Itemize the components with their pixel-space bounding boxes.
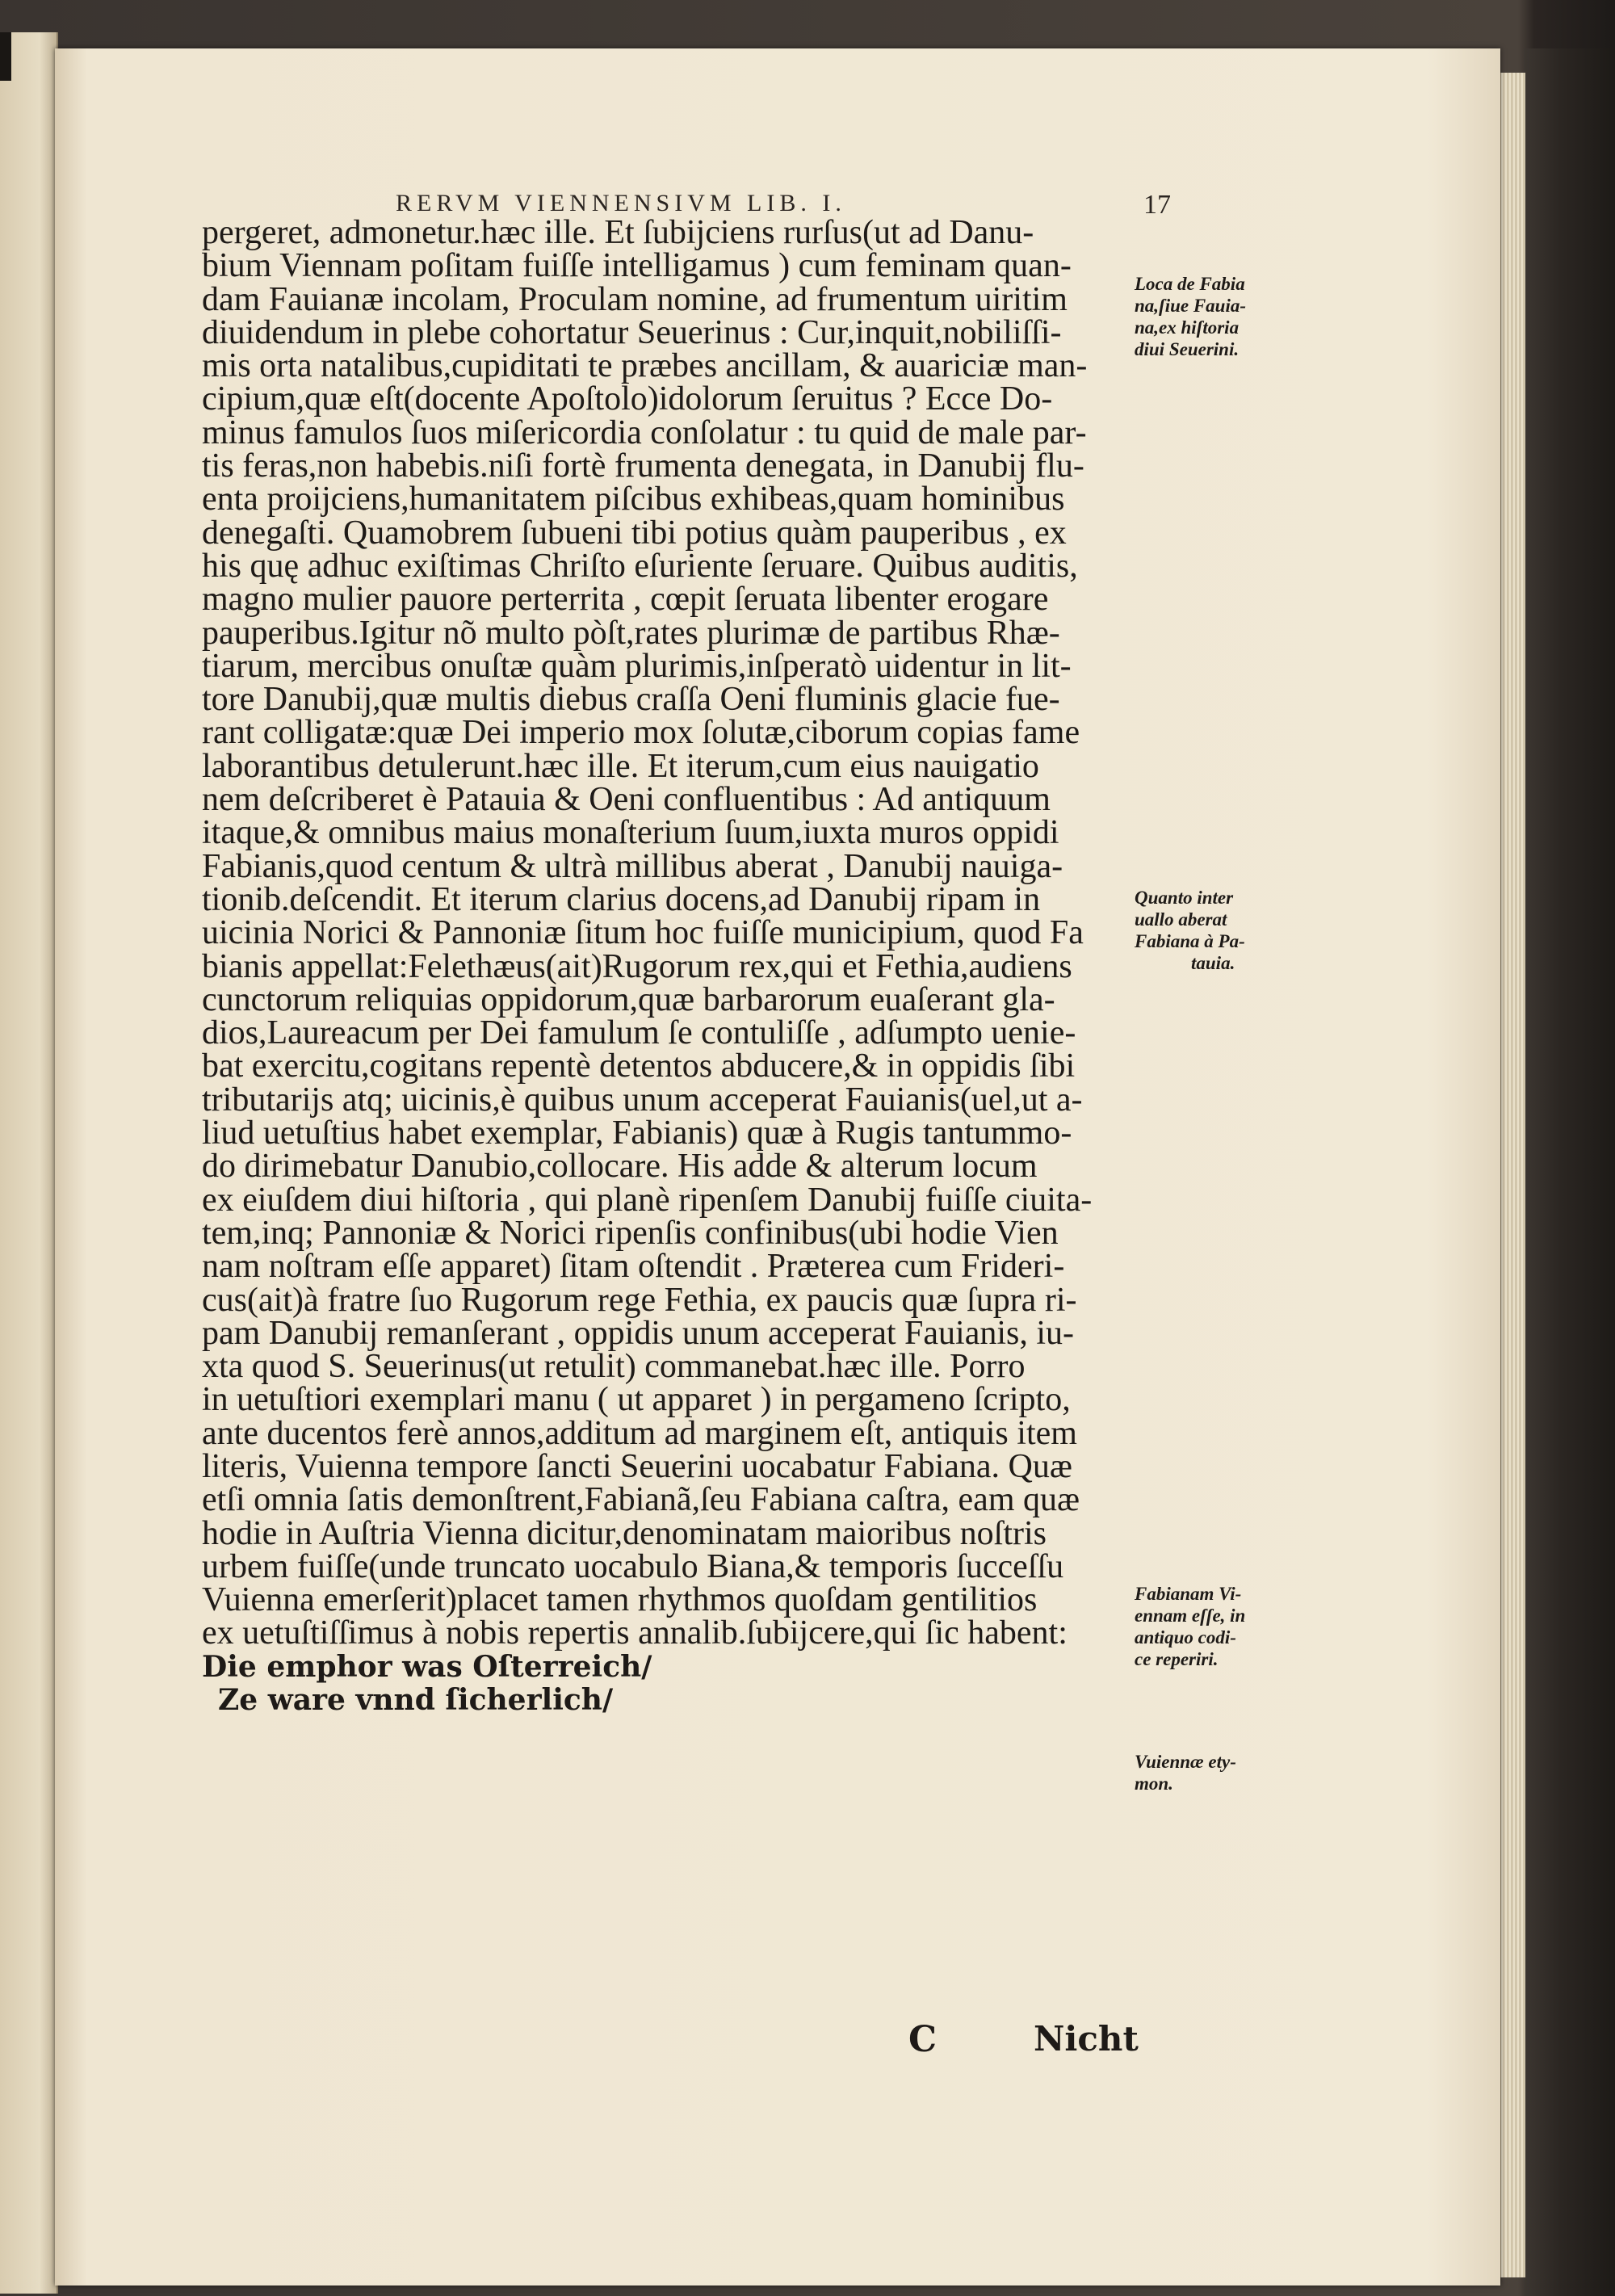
marginal-note — [1135, 1751, 1292, 1794]
text-line: nam noſtram eſſe apparet) ſitam oſtendit . Præterea cum Frideri- — [202, 1248, 1065, 1286]
clip-shadow — [0, 32, 11, 81]
text-line: pauperibus.Igitur nõ multo pòſt,rates plurimæ de partibus Rhæ- — [202, 614, 1060, 652]
marginal-note-line: uallo aberat — [1135, 909, 1227, 930]
text-line: tis feras,non habebis.niſi fortè frumenta denegata, in Danubij flu- — [202, 447, 1084, 485]
marginal-note-line: mon. — [1135, 1773, 1173, 1794]
catchword: Nicht — [1034, 2019, 1139, 2059]
text-line: ex eiuſdem diui hiſtoria , qui planè ripenſem Danubij fuiſſe ciuita- — [202, 1181, 1093, 1219]
text-line: Vuienna emerſerit)placet tamen rhythmos quoſdam gentilitios — [202, 1581, 1038, 1619]
text-line: etſi omnia ſatis demonſtrent,Fabianã,ſeu Fabiana caſtra, eam quæ — [202, 1481, 1080, 1519]
marginal-note-line: tauia. — [1191, 953, 1235, 973]
text-line: cus(ait)à fratre ſuo Rugorum rege Fethia, ex paucis quæ ſupra ri- — [202, 1281, 1077, 1319]
text-line: rant colligatæ:quæ Dei imperio mox ſolutæ,ciborum copias fame — [202, 714, 1080, 752]
text-line: tem,inq; Pannoniæ & Norici ripenſis confinibus(ubi hodie Vien — [202, 1214, 1059, 1252]
marginal-note-line: Fabiana à Pa- — [1135, 931, 1245, 951]
text-line: uicinia Norici & Pannoniæ ſitum hoc fuiſſe municipium, quod Fa — [202, 914, 1084, 952]
blackletter-verse-line: Die emphor was Oſterreich/ — [202, 1649, 652, 1684]
blackletter-verse-line: Ze ware vnnd ſicherlich/ — [218, 1683, 614, 1718]
text-line: diuidendum in plebe cohortatur Seuerinus : Cur,inquit,nobiliſſi- — [202, 313, 1062, 351]
text-line: tionib.deſcendit. Et iterum clarius docens,ad Danubij ripam in — [202, 880, 1041, 918]
page-block-edge — [1500, 73, 1525, 2277]
text-line: cipium,quæ eſt(docente Apoſtolo)idolorum ſeruitus ? Ecce Do- — [202, 380, 1053, 418]
text-line: xta quod S. Seuerinus(ut retulit) commanebat.hæc ille. Porro — [202, 1348, 1026, 1386]
text-line: nem deſcriberet è Patauia & Oeni confluentibus : Ad antiquum — [202, 781, 1051, 819]
text-line: do dirimebatur Danubio,collocare. His adde & alterum locum — [202, 1148, 1038, 1186]
main-text-block — [202, 216, 1122, 1717]
text-line: pergeret, admonetur.hæc ille. Et ſubijciens rurſus(ut ad Danu- — [202, 214, 1034, 251]
text-line: his quę adhuc exiſtimas Chriſto eſuriente ſeruare. Quibus auditis, — [202, 547, 1078, 585]
text-line: urbem fuiſſe(unde truncato uocabulo Biana,& temporis ſucceſſu — [202, 1547, 1064, 1585]
text-line: Fabianis,quod centum & ultrà millibus aberat , Danubij nauiga- — [202, 847, 1063, 885]
text-line: magno mulier pauore perterrita , cœpit ſeruata libenter erogare — [202, 581, 1049, 619]
text-line: tributarijs atq; uicinis,è quibus unum acceperat Fauianis(uel,ut a- — [202, 1081, 1083, 1119]
signature-mark: C — [908, 2019, 938, 2060]
text-line: literis, Vuienna tempore ſancti Seuerini uocabatur Fabiana. Quæ — [202, 1447, 1072, 1485]
text-line: bat exercitu,cogitans repentè detentos abducere,& in oppidis ſibi — [202, 1047, 1076, 1085]
text-line: in uetuſtiori exemplari manu ( ut apparet ) in pergameno ſcripto, — [202, 1381, 1071, 1419]
text-line: dios,Laureacum per Dei famulum ſe contuliſſe , adſumpto uenie- — [202, 1014, 1076, 1052]
marginal-note-line: diui Seuerini. — [1135, 339, 1240, 359]
text-line: bianis appellat:Felethæus(ait)Rugorum rex,qui et Fethia,audiens — [202, 947, 1072, 985]
text-line: ante ducentos ferè annos,additum ad marginem eſt, antiquis item — [202, 1414, 1077, 1452]
marginal-note-line: Fabianam Vi- — [1135, 1584, 1242, 1604]
text-line: dam Fauianæ incolam, Proculam nomine, ad frumentum uiritim — [202, 280, 1068, 318]
marginal-note-line: na,ſiue Fauia- — [1135, 296, 1247, 316]
text-line: bium Viennam poſitam fuiſſe intelligamus ) cum feminam quan- — [202, 247, 1072, 285]
marginal-note-line: Quanto inter — [1135, 888, 1234, 908]
text-line: hodie in Auſtria Vienna dicitur,denominatam maioribus noſtris — [202, 1514, 1047, 1552]
text-line: liud uetuſtius habet exemplar, Fabianis) quæ à Rugis tantummo- — [202, 1114, 1072, 1152]
text-line: laborantibus detulerunt.hæc ille. Et iterum,cum eius nauigatio — [202, 747, 1039, 785]
text-line: cunctorum reliquias oppidorum,quæ barbarorum euaſerant gla- — [202, 980, 1055, 1018]
running-head-title: RERVM VIENNENSIVM LIB. I. — [396, 190, 846, 216]
page-number: 17 — [1143, 190, 1171, 220]
text-line: mis orta natalibus,cupiditati te præbes ancillam, & auariciæ man- — [202, 347, 1088, 385]
marginal-note-line: Vuiennæ ety- — [1135, 1752, 1236, 1772]
marginal-note — [1135, 887, 1292, 974]
marginal-note — [1135, 1583, 1292, 1670]
book-cover-edge — [1525, 48, 1615, 2296]
text-line: tore Danubij,quæ multis diebus craſſa Oeni fluminis glacie fue- — [202, 681, 1060, 719]
text-line: tiarum, mercibus onuſtæ quàm plurimis,inſperatò uidentur in lit- — [202, 647, 1072, 685]
facing-page-edge — [0, 32, 58, 2294]
marginal-note-line: ce reperiri. — [1135, 1649, 1219, 1669]
text-line: minus famulos ſuos miſericordia conſolatur : tu quid de male par- — [202, 413, 1087, 451]
marginal-note-line: ennam eſſe, in — [1135, 1606, 1246, 1626]
marginal-note-line: antiquo codi- — [1135, 1627, 1236, 1647]
marginal-note-line: na,ex hiſtoria — [1135, 317, 1240, 338]
marginal-note-line: Loca de Fabia — [1135, 274, 1245, 294]
text-line: itaque,& omnibus maius monaſterium ſuum,iuxta muros oppidi — [202, 814, 1059, 852]
text-line: enta proijciens,humanitatem piſcibus exhibeas,quam hominibus — [202, 481, 1065, 518]
marginal-note — [1135, 273, 1292, 360]
text-line: denegaſti. Quamobrem ſubueni tibi potius quàm pauperibus , ex — [202, 514, 1067, 552]
text-line: pam Danubij remanſerant , oppidis unum acceperat Fauianis, iu- — [202, 1314, 1075, 1352]
text-line: ex uetuſtiſſimus à nobis repertis annalib.ſubijcere,qui ſic habent: — [202, 1614, 1068, 1652]
